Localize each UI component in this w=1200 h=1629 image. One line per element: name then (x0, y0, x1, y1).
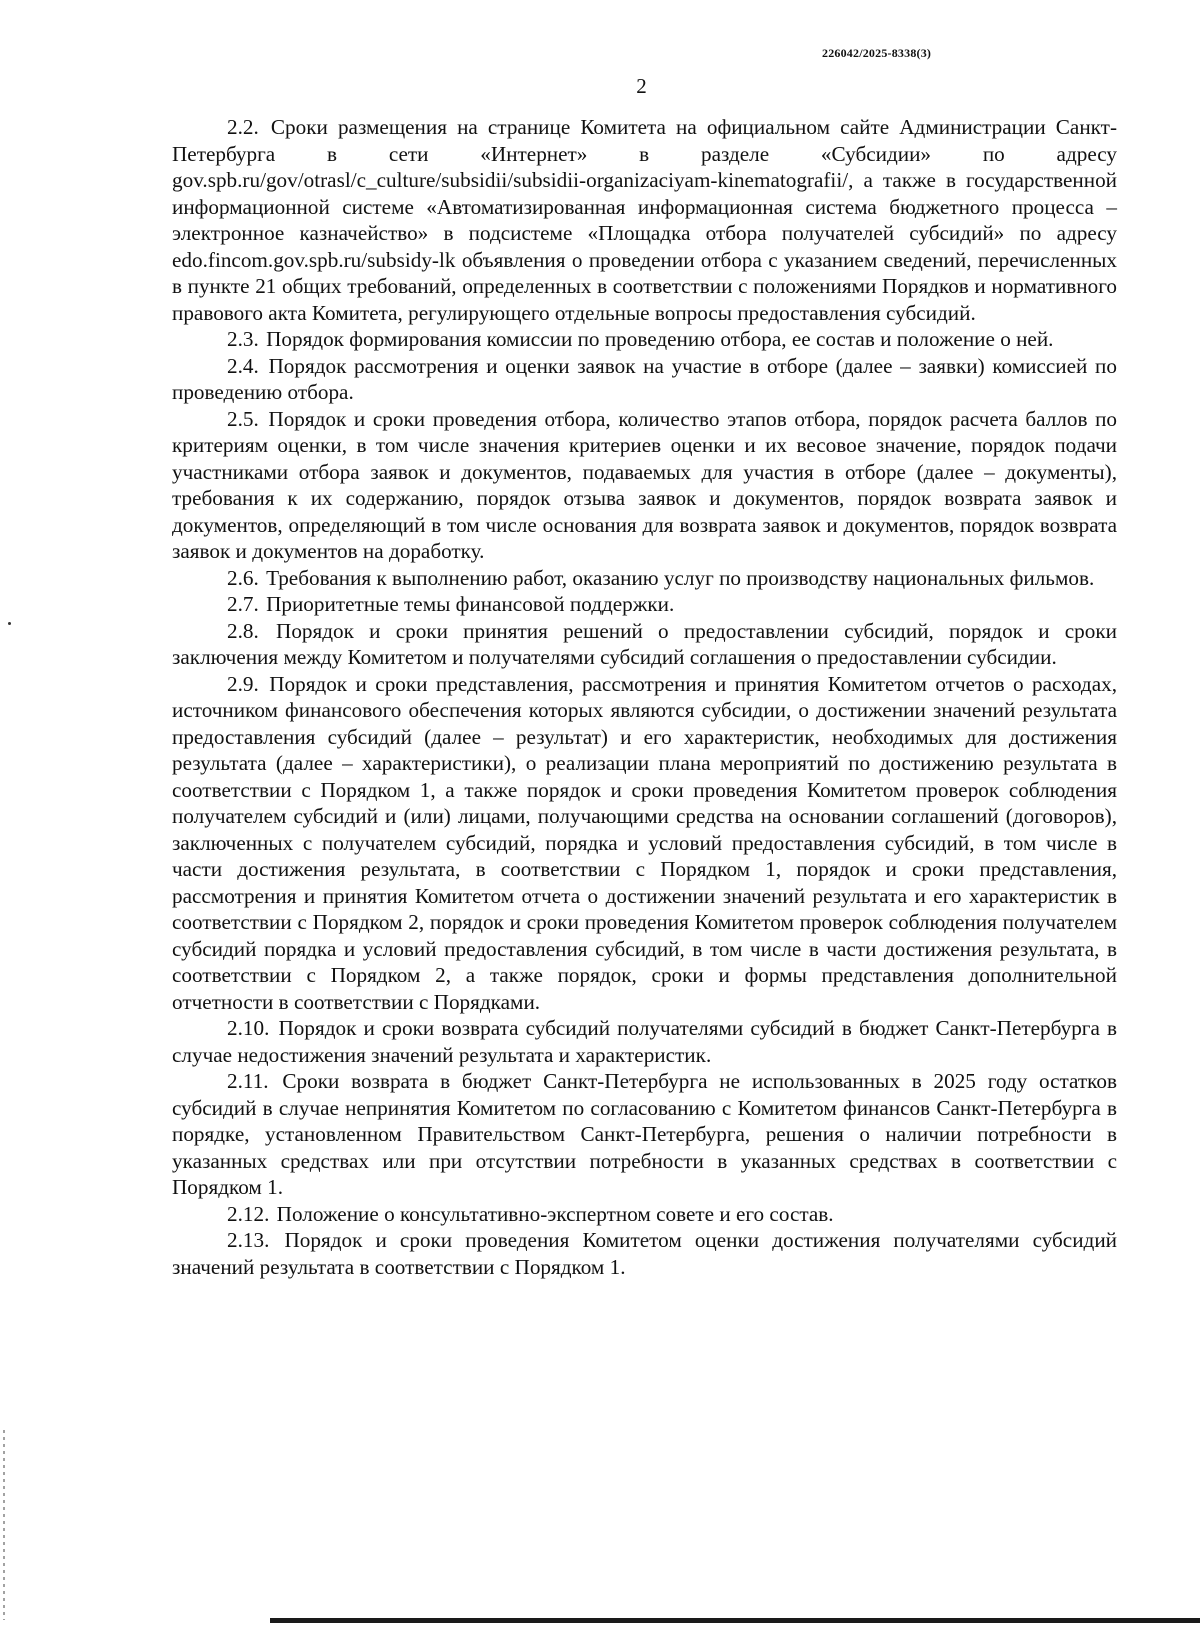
paragraph-text: Положение о консультативно-экспертном совете и его состав. (276, 1201, 834, 1226)
scan-artifact-left-edge (3, 1430, 5, 1620)
paragraph-text: Порядок и сроки представления, рассмотрения и принятия Комитетом отчетов о расходах, источником финансового обеспечения которых являются субсидии, о достижении значений результата предоставления субсидий (далее – результат) и его характеристик, необходимых для достижения результата (далее – характеристики), о реализации плана мероприятий по достижению результата в соответствии с Порядком 1, а также порядок и сроки проведения Комитетом проверок соблюдения получателем субсидий и (или) лицами, получающими средства на основании соглашений (договоров), заключенных с получателем субсидий, порядка и условий предоставления субсидий, в том числе в части достижения результата, в соответствии с Порядком 1, порядок и сроки представления, рассмотрения и принятия Комитетом отчета о достижении значений результата и его характеристик в соответствии с Порядком 2, порядок и сроки проведения Комитетом проверок соблюдения получателем субсидий порядка и условий предоставления субсидий, в том числе в части достижения результата, в соответствии с Порядком 2, а также порядок, сроки и формы представления дополнительной отчетности в соответствии с Порядками. (172, 671, 1117, 1014)
paragraph-2-6 (172, 565, 1117, 592)
paragraph-number: 2.6. (227, 565, 259, 590)
paragraph-text: Сроки возврата в бюджет Санкт-Петербурга не использованных в 2025 году остатков субсидий в случае непринятия Комитетом по согласованию с Комитетом финансов Санкт-Петербурга в порядке, установленном Правительством Санкт-Петербурга, решения о наличии потребности в указанных средствах или при отсутствии потребности в указанных средствах в соответствии с Порядком 1. (172, 1069, 1117, 1199)
paragraph-number: 2.2. (227, 115, 259, 139)
paragraph-text: Сроки размещения на странице Комитета на официальном сайте Администрации Санкт-Петербурга в сети «Интернет» в разделе «Субсидии» по адресу gov.spb.ru/gov/otrasl/c_culture/subsidii/subsidii-organizaciyam-kinematografii/, а также в государственной информационной системе «Автоматизированная информационная система бюджетного процесса – электронное казначейство» в подсистеме «Площадка отбора получателей субсидий» по адресу edo.fincom.gov.spb.ru/subsidy-lk объявления о проведении отбора с указанием сведений, перечисленных в пункте 21 общих требований, определенных в соответствии с положениями Порядков и нормативного правового акта Комитета, регулирующего отдельные вопросы предоставления субсидий. (172, 115, 1117, 325)
paragraph-2-9 (172, 671, 1117, 1016)
paragraph-2-4 (172, 353, 1117, 406)
paragraph-2-3 (172, 326, 1117, 353)
paragraph-text: Порядок и сроки принятия решений о предоставлении субсидий, порядок и сроки заключения между Комитетом и получателями субсидий соглашения о предоставлении субсидии. (172, 618, 1117, 669)
paragraph-2-5 (172, 406, 1117, 565)
document-registration-number: 226042/2025-8338(3) (822, 46, 932, 60)
scan-artifact-dot (8, 622, 11, 625)
paragraph-2-7 (172, 591, 1117, 618)
paragraph-number: 2.3. (227, 327, 259, 351)
paragraph-text: Требования к выполнению работ, оказанию услуг по производству национальных фильмов. (266, 565, 1095, 590)
paragraph-number: 2.10. (227, 1016, 270, 1040)
paragraph-text: Приоритетные темы финансовой поддержки. (266, 592, 675, 616)
paragraph-2-12 (172, 1201, 1117, 1228)
paragraph-2-10 (172, 1015, 1117, 1068)
paragraph-number: 2.4. (227, 353, 259, 378)
document-body (172, 114, 1117, 1280)
page-number: 2 (636, 74, 647, 98)
paragraph-number: 2.13. (227, 1228, 270, 1252)
paragraph-2-13 (172, 1227, 1117, 1280)
paragraph-2-11 (172, 1068, 1117, 1201)
paragraph-text: Порядок рассмотрения и оценки заявок на участие в отборе (далее – заявки) комиссией по проведению отбора. (172, 353, 1117, 404)
scan-artifact-bottom-line (270, 1618, 1200, 1623)
paragraph-number: 2.8. (227, 618, 259, 643)
paragraph-text: Порядок и сроки проведения отбора, количество этапов отбора, порядок расчета баллов по критериям оценки, в том числе значения критериев оценки и их весовое значение, порядок подачи участниками отбора заявок и документов, подаваемых для участия в отборе (далее – документы), требования к их содержанию, порядок отзыва заявок и документов, порядок возврата заявок и документов, определяющий в том числе основания для возврата заявок и документов, порядок возврата заявок и документов на доработку. (172, 406, 1118, 563)
paragraph-text: Порядок формирования комиссии по проведению отбора, ее состав и положение о ней. (266, 327, 1054, 351)
paragraph-2-2 (172, 114, 1117, 326)
paragraph-text: Порядок и сроки проведения Комитетом оценки достижения получателями субсидий значений результата в соответствии с Порядком 1. (172, 1228, 1118, 1279)
paragraph-number: 2.7. (227, 592, 259, 616)
paragraph-number: 2.5. (227, 406, 259, 431)
paragraph-2-8 (172, 618, 1117, 671)
paragraph-number: 2.12. (227, 1201, 270, 1226)
paragraph-text: Порядок и сроки возврата субсидий получателями субсидий в бюджет Санкт-Петербурга в случае недостижения значений результата и характеристик. (172, 1016, 1117, 1067)
paragraph-number: 2.9. (227, 671, 259, 696)
paragraph-number: 2.11. (227, 1069, 269, 1093)
